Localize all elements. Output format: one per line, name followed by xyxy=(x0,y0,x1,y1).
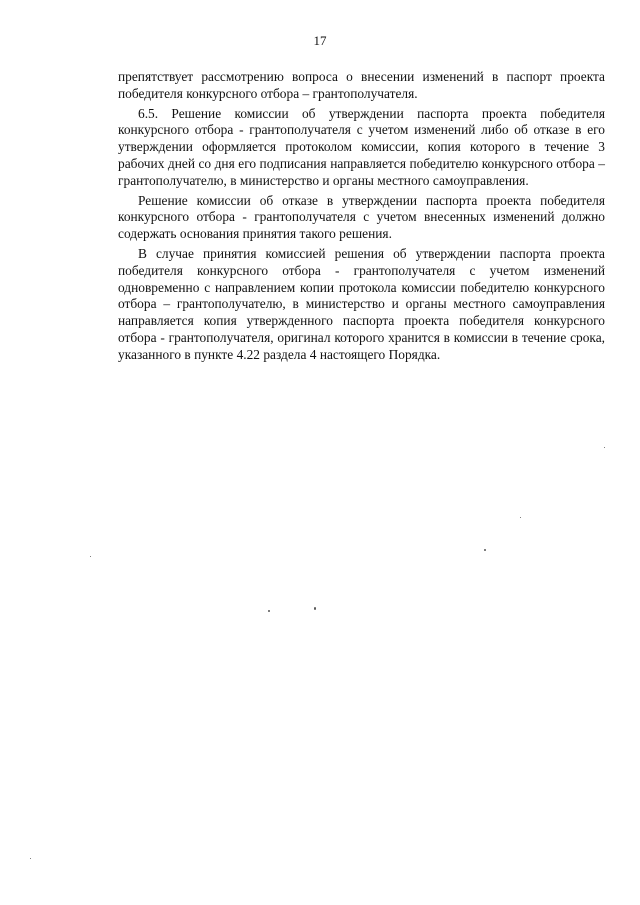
document-body xyxy=(118,69,605,367)
scan-speck xyxy=(314,607,316,610)
paragraph-6-5: 6.5. Решение комиссии об утверждении паспорта проекта победителя конкурсного отбора - грантополучателя с учетом изменений либо об отказе в его утверждении оформляется протоколом комиссии, копия которого в течение 3 рабочих дней со дня его подписания направляется победителю конкурсного отбора – грантополучателю, в министерство и органы местного самоуправления. xyxy=(118,105,605,188)
scan-speck xyxy=(604,447,605,448)
paragraph-refusal-decision: Решение комиссии об отказе в утверждении паспорта проекта победителя конкурсного отбора - грантополучателя с учетом внесенных изменений должно содержать основания принятия такого решения. xyxy=(118,192,605,242)
scan-speck xyxy=(484,549,486,551)
page-number: 17 xyxy=(313,33,327,48)
paragraph-approval-decision: В случае принятия комиссией решения об утверждении паспорта проекта победителя конкурсного отбора - грантополучателя с учетом изменений одновременно с направлением копии протокола комиссии победителю конкурсного отбора – грантополучателю, в министерство и органы местного самоуправления направляется копия утвержденного паспорта проекта победителя конкурсного отбора - грантополучателя, оригинал которого хранится в комиссии в течение срока, указанного в пункте 4.22 раздела 4 настоящего Порядка. xyxy=(118,245,605,362)
scan-speck xyxy=(30,858,31,859)
scan-speck xyxy=(520,517,521,518)
scan-speck xyxy=(268,610,270,612)
scan-speck xyxy=(90,556,91,557)
paragraph-continuation: препятствует рассмотрению вопроса о внесении изменений в паспорт проекта победителя конкурсного отбора – грантополучателя. xyxy=(118,69,605,101)
